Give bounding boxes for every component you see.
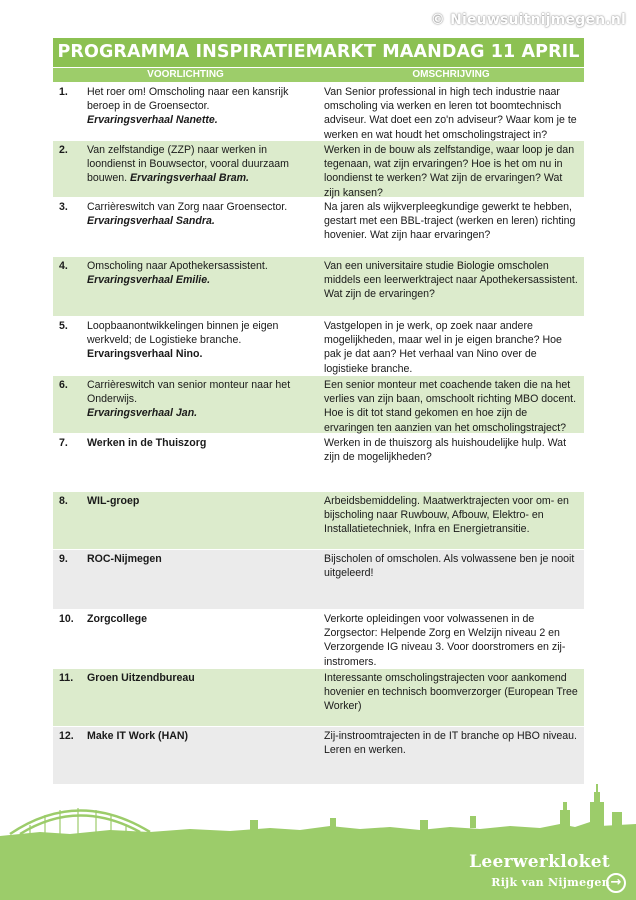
table-row [53,316,584,375]
row-note: Ervaringsverhaal Emilie. [87,274,211,287]
row-note: Ervaringsverhaal Sandra. [87,215,215,228]
row-number: 2. [59,144,68,156]
row-topic: Loopbaanontwikkelingen binnen je eigen werkveld; de Logistieke branche. Ervaringsverhaal Nino. [87,320,279,361]
footer [0,780,636,900]
row-description: Arbeidsbemiddeling. Maatwerktrajecten voor om- en bijscholing naar Ruwbouw, Afbouw, Elektro- en Installatietechniek, Infra en Energietransitie. [324,495,569,536]
row-note: Ervaringsverhaal Nanette. [87,114,218,127]
row-description: Van een universitaire studie Biologie omscholen middels een leerwerktraject naar Apothekersassistent. Wat zijn de ervaringen? [324,260,578,301]
row-description: Bijscholen of omscholen. Als volwassene ben je nooit uitgeleerd! [324,553,575,580]
row-description: Een senior monteur met coachende taken die na het verlies van zijn baan, omschoolt richting MBO docent. Hoe is dit tot stand gekomen en hoe zijn de ervaringen ten aanzien van het omscholingstraject? [324,379,577,434]
row-description: Vastgelopen in je werk, op zoek naar andere mogelijkheden, maar wel in je eigen branche? Hoe pak je dat aan? Het verhaal van Nino over de logistieke branche. [324,320,562,375]
row-number: 3. [59,201,68,213]
row-number: 11. [59,672,74,684]
brand-region: Rijk van Nijmegen [491,876,610,889]
row-number: 5. [59,320,68,332]
table-row [53,140,584,197]
row-note: Ervaringsverhaal Jan. [87,407,198,420]
row-description: Zij-instroomtrajecten in de IT branche op HBO niveau. Leren en werken. [324,730,577,757]
row-description: Na jaren als wijkverpleegkundige gewerkt te hebben, gestart met een BBL-traject (werken en leren) richting hovenier. Wat zijn haar ervaringen? [324,201,576,242]
table-row [53,726,584,784]
arrow-right-icon: → [606,873,626,893]
row-topic: Omscholing naar Apothekersassistent. Ervaringsverhaal Emilie. [87,260,268,287]
row-topic: WIL-groep [87,495,140,507]
row-description: Interessante omscholingstrajecten voor aankomend hovenier en technisch boomverzorger (European Tree Worker) [324,672,578,713]
row-topic: Van zelfstandige (ZZP) naar werken in loondienst in Bouwsector, vooral duurzaam bouwen. Ervaringsverhaal Bram. [87,144,289,185]
row-description: Verkorte opleidingen voor volwassenen in de Zorgsector: Helpende Zorg en Welzijn niveau 2 en Verzorgende IG niveau 3. Voor doorstromers en zij-instromers. [324,613,566,668]
row-topic: Het roer om! Omscholing naar een kansrijk beroep in de Groensector. Ervaringsverhaal Nanette. [87,86,289,127]
page-title: PROGRAMMA INSPIRATIEMARKT MAANDAG 11 APRIL [53,38,584,67]
row-topic: ROC-Nijmegen [87,553,162,565]
row-description: Werken in de thuiszorg als huishoudelijke hulp. Wat zijn de mogelijkheden? [324,437,567,464]
row-topic: Zorgcollege [87,613,148,625]
column-header-omschrijving: OMSCHRIJVING [412,69,490,80]
table-row [53,197,584,256]
row-number: 4. [59,260,68,272]
row-number: 12. [59,730,74,742]
brand-logo [469,852,610,891]
table-row [53,491,584,549]
row-note: Ervaringsverhaal Nino. [87,348,203,361]
row-note: Ervaringsverhaal Bram. [130,172,249,185]
table-row [53,256,584,316]
row-number: 8. [59,495,68,507]
row-topic: Groen Uitzendbureau [87,672,195,684]
table-row [53,433,584,491]
watermark: © Nieuwsuitnijmegen.nl [430,12,626,28]
column-headers [53,67,584,82]
row-description: Werken in de bouw als zelfstandige, waar loop je dan tegenaan, wat zijn ervaringen? Hoe is het om nu in loondienst te werken? Wat zijn de ervaringen? Wat zijn kansen? [324,144,575,199]
row-number: 7. [59,437,68,449]
row-number: 6. [59,379,68,391]
row-description: Van Senior professional in high tech industrie naar omscholing via werken en leren tot boomtechnisch adviseur. Wat doet een zo'n adviseur? Waar kom je te werken en wat houdt het omscholingstraject in? [324,86,577,141]
column-header-voorlichting: VOORLICHTING [147,69,224,80]
row-topic: Werken in de Thuiszorg [87,437,207,449]
program-table [53,38,584,784]
table-row [53,375,584,433]
table-row [53,609,584,668]
row-topic: Carrièreswitch van Zorg naar Groensector. Ervaringsverhaal Sandra. [87,201,288,228]
table-row [53,549,584,609]
row-topic: Make IT Work (HAN) [87,730,189,742]
row-number: 1. [59,86,68,98]
brand-name: Leerwerkloket [469,852,610,872]
row-number: 9. [59,553,68,565]
row-number: 10. [59,613,74,625]
table-row [53,82,584,140]
row-topic: Carrièreswitch van senior monteur naar het Onderwijs. Ervaringsverhaal Jan. [87,379,291,420]
table-row [53,668,584,726]
